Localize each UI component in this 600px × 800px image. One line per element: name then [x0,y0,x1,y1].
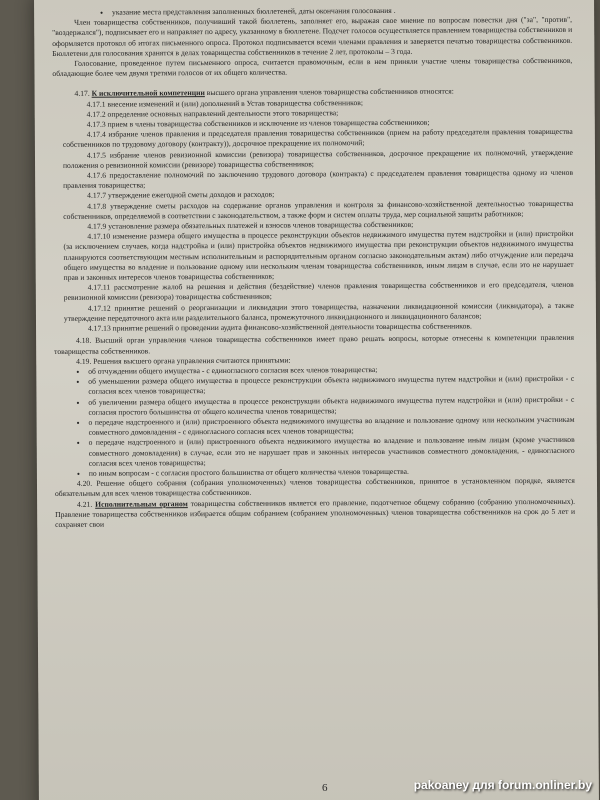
decision-list [54,364,575,479]
list-item: • об увеличении размера общего имущества в процессе реконструкции объекта недвижимого имущества путем надстройки и (или) пристройки - с согласия простого большинства от общего количества членов товарищества; [54,394,574,418]
section-4-21-bold: Исполнительным органом [95,498,188,509]
list-item: • об отчуждении общего имущества - с единогласного согласия всех членов товарищества; [54,364,574,377]
section-4-21-text: товарищества собственников является его правление, подотчетное общему собранию (собранию уполномоченных). Правление товарищества собственников избирается общим собранием (собранием уполномоченных) членов товарищества собственников на срок до 5 лет и сохраняет свои [55,496,576,529]
forum-watermark: pakoaney для forum.onliner.by [413,778,592,792]
item-4-17-3: 4.17.3 прием в члены товарищества собственников и исключение из членов товарищества собственников; [86,117,430,129]
list-item: • по иным вопросам - с согласия простого большинства от общего количества членов товарищества. [55,466,575,479]
item-4-17-13: 4.17.13 принятие решений о проведении аудита финансово-хозяйственной деятельности товарищества собственников. [87,321,472,333]
item-4-17-6: 4.17.6 предоставление полномочий по заключению трудового договора (контракта) с председателем правления товарищества одному из членов правления товарищества; [63,167,574,191]
section-4-17-text: высшего органа управления членов товарищества собственников относятся: [206,86,454,98]
paragraph-ballot: Член товарищества собственников, получивший такой бюллетень, заполняет его, выражая свое мнение по вопросам повестки дня ("за", "против", "воздержался"), подписывает его и направляет по адресу, указанному в бюллетене. Подсчет голосов осуществляется правлением товарищества собственников и оформляется протокол об итогах письменного опроса. Протокол подписывается всеми членами правления и заверяется печатью товарищества собственников. Бюллетени для голосования хранятся в делах товарищества собственников в течение 2 лет, протоколы – 3 года. [52,15,573,58]
item-4-17-10: 4.17.10 изменение размера общего имущества в процессе реконструкции объектов недвижимого имущества путем надстройки и (или) пристройки (за исключением случаев, когда надстройка и (или) пристройка объектов недвижимого имущества при реконструкции объектов недвижимого имущества планируются соответствующим местным исполнительным и распорядительным органом согласно законодательным актам) либо отчуждение или передача общего имущества во владение и пользование одному или нескольким членам товарищества собственников, иным лицам в случае, если это не нарушает прав и законных интересов членов товарищества собственников; [63,229,574,283]
list-item: • о передаче надстроенного и (или) пристроенного объекта недвижимого имущества во владение и пользование иным лицам (кроме участников совместного домовладения) в случае, если это не нарушает прав и законных интересов участников совместного домовладения, - единогласного согласия всех членов товарищества; [55,435,575,469]
item-4-17-5: 4.17.5 избрание членов ревизионной комиссии (ревизора) товарищества собственников, досрочное прекращение их полномочий, утверждение положения о ревизионной комиссии (ревизоре) товарищества собственников; [62,147,573,170]
list-item: • об уменьшении размера общего имущества в процессе реконструкции объекта недвижимого имущества путем надстройки и (или) пристройки - с согласия всех членов товарищества; [54,374,574,398]
section-4-21 [55,496,575,530]
item-4-17-9: 4.17.9 установление размера обязательных платежей и взносов членов товарищества собственников; [87,219,414,231]
section-4-17-bold: К исключительной компетенции [91,88,205,99]
paragraph-vote-validity: Голосование, проведенное путем письменного опроса, считается правомочным, если в нем приняли участие члены товарищества собственников, обладающие более чем двумя третями голосов от их общего количества. [52,55,573,79]
paragraph-4-18: 4.18. Высший орган управления членов товарищества собственников имеет право решать вопросы, которые отнесены к компетенции правления товарищества собственников. [54,333,575,356]
list-item: • о передаче надстроенного и (или) пристроенного объекта недвижимого имущества во владение и пользование одному или нескольким участникам совместного домовладения - с единогласного согласия всех членов товарищества; [55,415,575,439]
section-4-17-number: 4.17. [74,89,90,99]
item-4-17-4: 4.17.4 избрание членов правления и председателя правления товарищества собственников (прием на работу председателя правления товарищества собственников по трудовому договору (контракту)), досрочное прекращение их полномочий; [62,127,573,150]
item-4-17-2: 4.17.2 определение основных направлений деятельности этого товарищества; [86,108,339,119]
item-4-17-7: 4.17.7 утверждение ежегодной сметы доходов и расходов; [87,190,275,201]
paragraph-4-19: 4.19. Решения высшего органа управления считаются принятыми: [76,355,291,366]
item-4-17-8: 4.17.8 утверждение сметы расходов на содержание органов управления и контроля за финансово-хозяйственной деятельностью товарищества собственников, определяемой в соответствии с законодательством, а также форм и систем оплаты труда, мер социальной защиты работников; [63,198,574,221]
page-number: 6 [322,782,328,794]
top-bullet: • указание места представления заполненных бюллетеней, даты окончания голосования . [52,5,572,18]
document-page [52,5,575,530]
paragraph-4-20: 4.20. Решение общего собрания (собрания уполномоченных) членов товарищества собственников, принятое в установленном порядке, является обязательным для всех членов товарищества собственников. [54,475,575,499]
item-4-17-1: 4.17.1 внесение изменений и (или) дополнений в Устав товарищества собственников; [86,97,363,109]
item-4-17-12: 4.17.12 принятие решений о реорганизации и ликвидации этого товарищества, назначении ликвидационной комиссии (ликвидатора), а также утверждение передаточного акта или разделительного баланса, промежуточного ликвидационного и ликвидационного балансов; [63,300,574,323]
section-4-21-number: 4.21. [77,499,93,509]
item-4-17-11: 4.17.11 рассмотрение жалоб на решения и действия (бездействие) членов правления товарищества собственников и его председателя, членов ревизионной комиссии (ревизора) товарищества собственников; [63,280,574,303]
